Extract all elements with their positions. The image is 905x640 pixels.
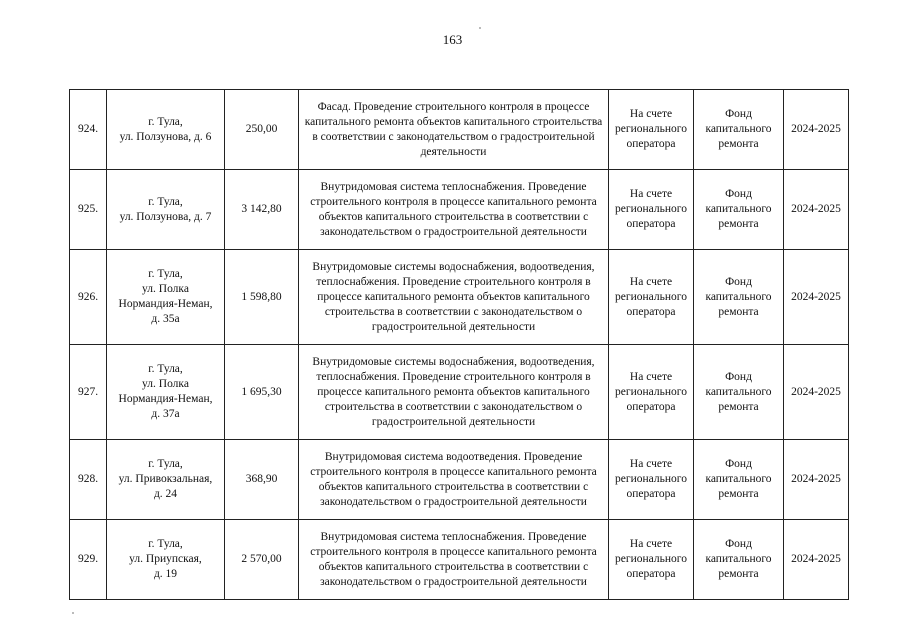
row-number: 928.: [70, 440, 107, 520]
row-cost: 1 695,30: [225, 345, 299, 440]
table-row: [70, 520, 849, 600]
row-cost: 2 570,00: [225, 520, 299, 600]
row-description: Внутридомовая система теплоснабжения. Проведение строительного контроля в процессе капитального ремонта объектов капитального строительства в соответствии с законодательством о градостроительной деятельности: [299, 520, 609, 600]
row-description: Внутридомовые системы водоснабжения, водоотведения, теплоснабжения. Проведение строительного контроля в процессе капитального ремонта объектов капитального строительства в соответствии с законодательством о градостроительной деятельности: [299, 345, 609, 440]
row-address: г. Тула, ул. Приупская, д. 19: [107, 520, 225, 600]
row-description: Внутридомовая система теплоснабжения. Проведение строительного контроля в процессе капитального ремонта объектов капитального строительства в соответствии с законодательством о градостроительной деятельности: [299, 170, 609, 250]
table-row: [70, 170, 849, 250]
row-cost: 368,90: [225, 440, 299, 520]
row-description: Внутридомовая система водоотведения. Проведение строительного контроля в процессе капитального ремонта объектов капитального строительства в соответствии с законодательством о градостроительной деятельности: [299, 440, 609, 520]
row-address: г. Тула, ул. Полка Нормандия-Неман, д. 35а: [107, 250, 225, 345]
row-cost: 250,00: [225, 90, 299, 170]
row-number: 927.: [70, 345, 107, 440]
row-number: 929.: [70, 520, 107, 600]
row-period: 2024-2025: [784, 345, 849, 440]
scan-speck: [72, 612, 74, 614]
row-account: На счете регионального оператора: [609, 345, 694, 440]
row-number: 924.: [70, 90, 107, 170]
table-row: [70, 440, 849, 520]
row-fund: Фонд капитального ремонта: [694, 440, 784, 520]
row-cost: 1 598,80: [225, 250, 299, 345]
page-number: 163: [442, 32, 463, 47]
row-fund: Фонд капитального ремонта: [694, 250, 784, 345]
row-address: г. Тула, ул. Привокзальная, д. 24: [107, 440, 225, 520]
row-account: На счете регионального оператора: [609, 90, 694, 170]
row-number: 926.: [70, 250, 107, 345]
scan-speck: [479, 27, 481, 29]
row-cost: 3 142,80: [225, 170, 299, 250]
works-table-body: [70, 90, 849, 600]
row-fund: Фонд капитального ремонта: [694, 90, 784, 170]
row-address: г. Тула, ул. Ползунова, д. 6: [107, 90, 225, 170]
table-row: [70, 250, 849, 345]
row-period: 2024-2025: [784, 170, 849, 250]
row-description: Внутридомовые системы водоснабжения, водоотведения, теплоснабжения. Проведение строительного контроля в процессе капитального ремонта объектов капитального строительства в соответствии с законодательством о градостроительной деятельности: [299, 250, 609, 345]
row-number: 925.: [70, 170, 107, 250]
row-period: 2024-2025: [784, 250, 849, 345]
table-row: [70, 345, 849, 440]
row-description: Фасад. Проведение строительного контроля в процессе капитального ремонта объектов капитального строительства в соответствии с законодательством о градостроительной деятельности: [299, 90, 609, 170]
row-period: 2024-2025: [784, 440, 849, 520]
row-fund: Фонд капитального ремонта: [694, 345, 784, 440]
row-fund: Фонд капитального ремонта: [694, 520, 784, 600]
row-account: На счете регионального оператора: [609, 440, 694, 520]
row-address: г. Тула, ул. Полка Нормандия-Неман, д. 37а: [107, 345, 225, 440]
row-address: г. Тула, ул. Ползунова, д. 7: [107, 170, 225, 250]
row-account: На счете регионального оператора: [609, 520, 694, 600]
row-period: 2024-2025: [784, 520, 849, 600]
row-period: 2024-2025: [784, 90, 849, 170]
works-table: [69, 89, 849, 600]
row-account: На счете регионального оператора: [609, 250, 694, 345]
row-fund: Фонд капитального ремонта: [694, 170, 784, 250]
row-account: На счете регионального оператора: [609, 170, 694, 250]
table-row: [70, 90, 849, 170]
